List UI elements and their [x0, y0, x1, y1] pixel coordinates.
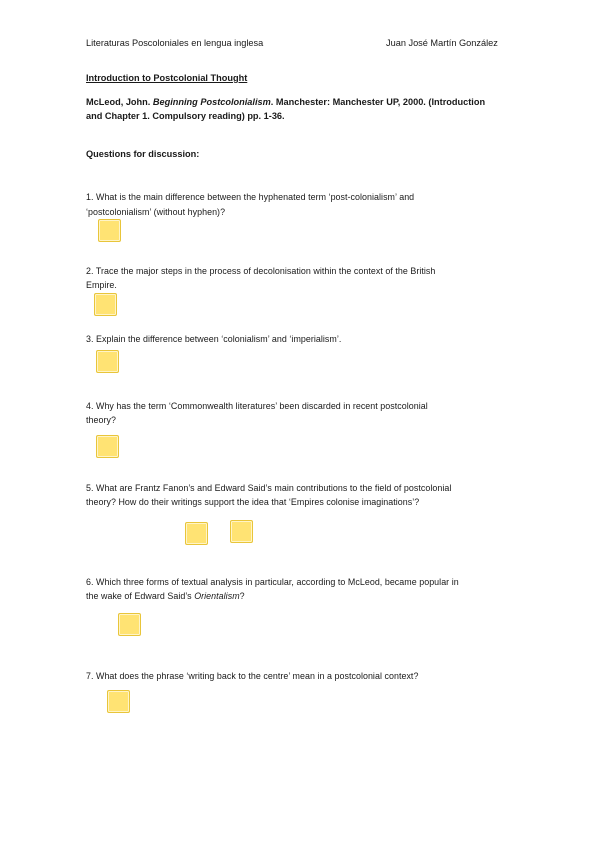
question-6-line-1: 6. Which three forms of textual analysis in particular, according to McLeod, became popular in [86, 577, 459, 587]
question-1-line-2: ‘postcolonialism’ (without hyphen)? [86, 207, 226, 217]
question-2-line-1: 2. Trace the major steps in the process of decolonisation within the context of the British [86, 266, 436, 276]
sticky-note-icon[interactable] [107, 690, 130, 713]
question-4-line-2: theory? [86, 415, 116, 425]
sticky-note-icon[interactable] [230, 520, 253, 543]
sticky-note-icon[interactable] [96, 435, 119, 458]
question-5-line-2: theory? How do their writings support the idea that ‘Empires colonise imaginations’? [86, 497, 420, 507]
question-4-line-1: 4. Why has the term ‘Commonwealth literatures’ been discarded in recent postcolonial [86, 401, 428, 411]
question-6-line-2: the wake of Edward Said’s Orientalism? [86, 591, 245, 601]
question-2-line-2: Empire. [86, 280, 117, 290]
citation-line-2: and Chapter 1. Compulsory reading) pp. 1-36. [86, 111, 285, 121]
question-3-line-1: 3. Explain the difference between ‘colonialism’ and ‘imperialism’. [86, 334, 342, 344]
citation-line-1 [86, 95, 485, 110]
citation-publisher: . Manchester: Manchester UP, 2000. (Introduction [270, 97, 486, 107]
sticky-note-icon[interactable] [96, 350, 119, 373]
sticky-note-icon[interactable] [118, 613, 141, 636]
question-5-line-1: 5. What are Frantz Fanon’s and Edward Said’s main contributions to the field of postcolonial [86, 483, 452, 493]
page-title: Introduction to Postcolonial Thought [86, 73, 248, 83]
sticky-note-icon[interactable] [98, 219, 121, 242]
sticky-note-icon[interactable] [185, 522, 208, 545]
question-1-line-1: 1. What is the main difference between the hyphenated term ‘post-colonialism’ and [86, 192, 415, 202]
orientalism-title: Orientalism [194, 591, 240, 601]
header-course: Literaturas Poscoloniales en lengua inglesa [86, 38, 264, 48]
questions-heading: Questions for discussion: [86, 149, 200, 159]
question-7-line-1: 7. What does the phrase ‘writing back to the centre’ mean in a postcolonial context? [86, 671, 419, 681]
citation-book-title: Beginning Postcolonialism [152, 97, 271, 107]
sticky-note-icon[interactable] [94, 293, 117, 316]
citation-author: McLeod, John. [86, 97, 151, 107]
header-author: Juan José Martín González [386, 38, 498, 48]
